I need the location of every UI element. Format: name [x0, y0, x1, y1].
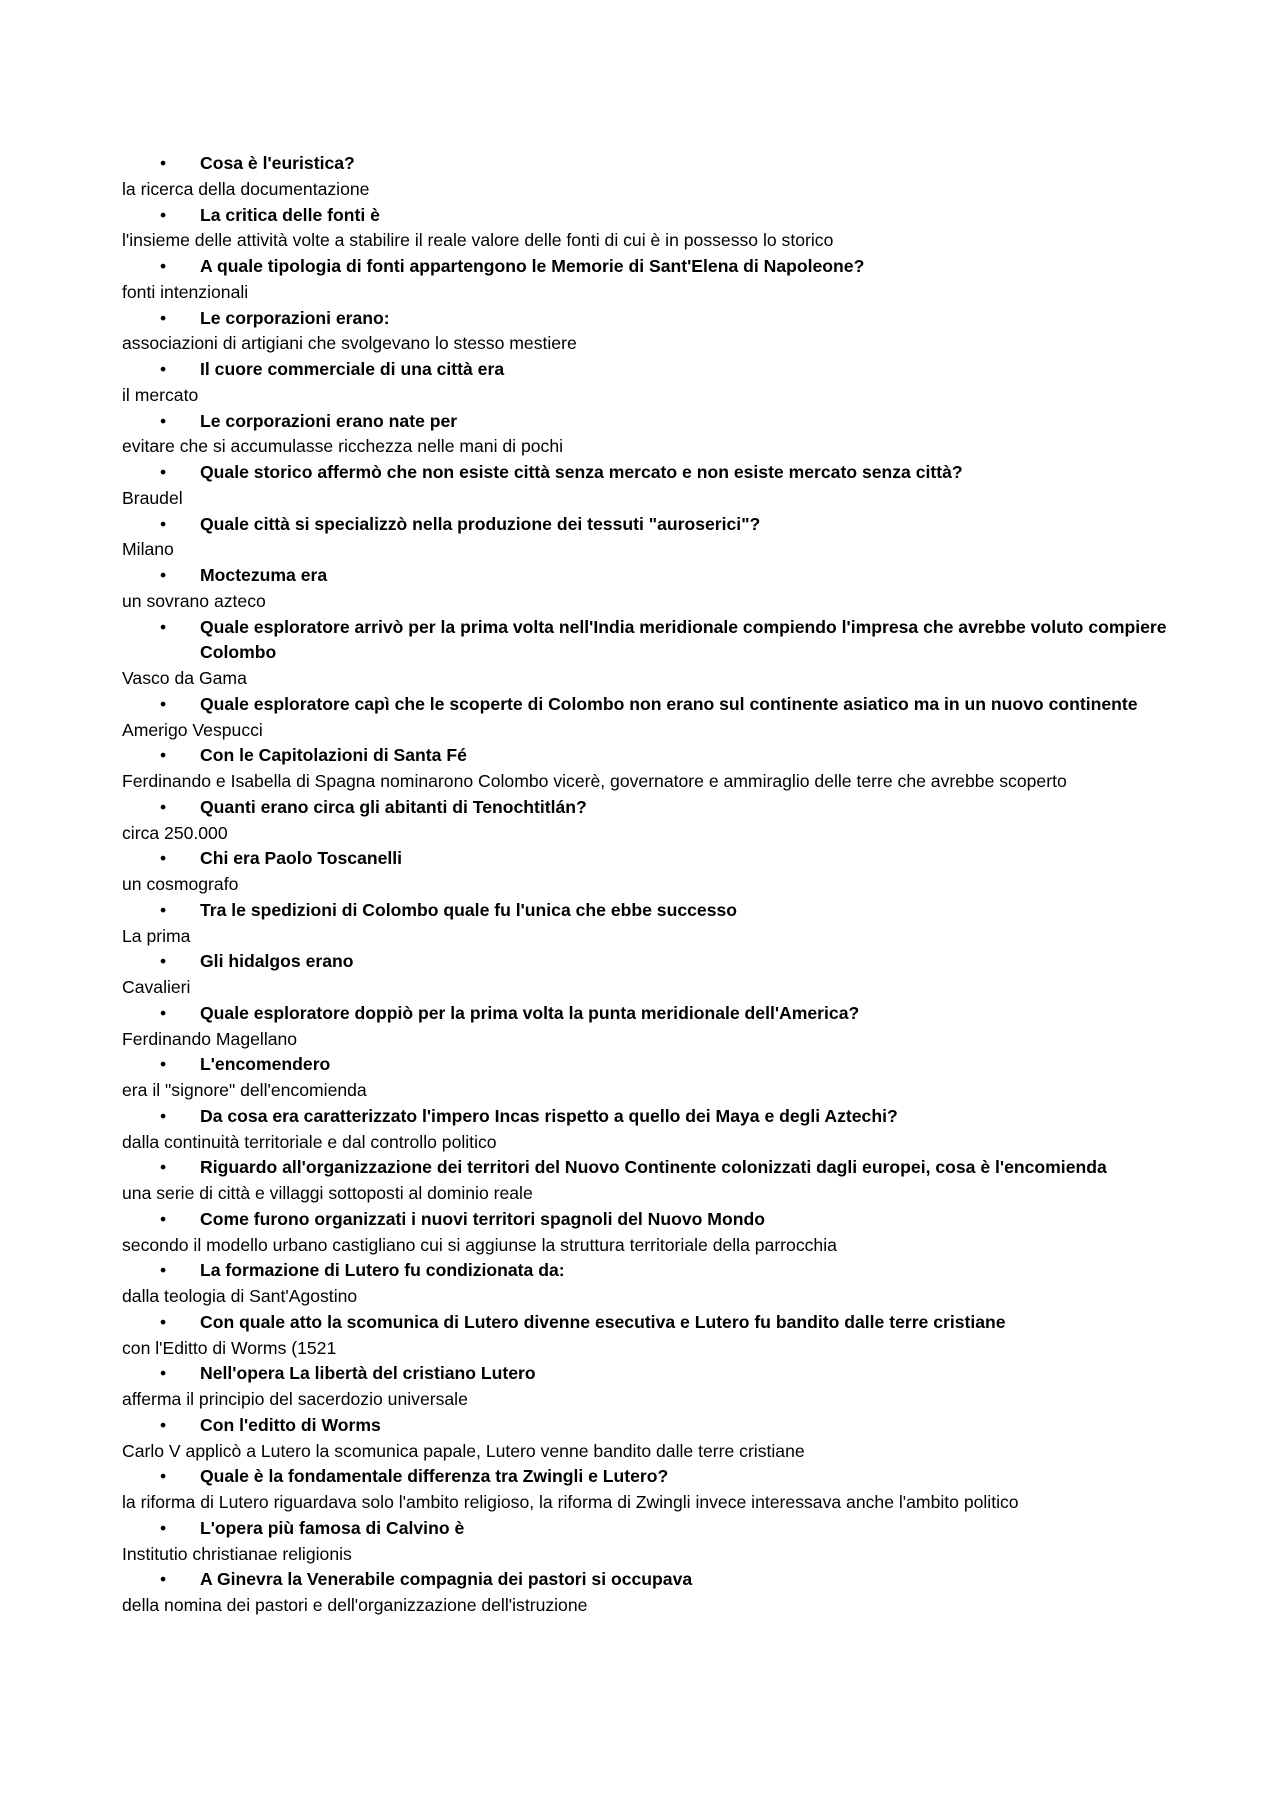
question: • Con quale atto la scomunica di Lutero divenne esecutiva e Lutero fu bandito dalle terre cristiane [122, 1310, 1172, 1336]
bullet-icon: • [160, 1311, 167, 1332]
question: • Tra le spedizioni di Colombo quale fu l'unica che ebbe successo [122, 898, 1172, 924]
answer: una serie di città e villaggi sottoposti al dominio reale [122, 1183, 533, 1203]
bullet-icon: • [160, 1105, 167, 1126]
bullet-icon: • [160, 899, 167, 920]
question: • Quale esploratore capì che le scoperte di Colombo non erano sul continente asiatico ma in un nuovo continente [122, 692, 1172, 718]
question: • Quale città si specializzò nella produzione dei tessuti "auroserici"? [122, 512, 1172, 538]
question: • Gli hidalgos erano [122, 949, 1172, 975]
question: • A quale tipologia di fonti appartengono le Memorie di Sant'Elena di Napoleone? [122, 254, 1172, 280]
question: • A Ginevra la Venerabile compagnia dei pastori si occupava [122, 1567, 1172, 1593]
answer: afferma il principio del sacerdozio universale [122, 1389, 468, 1409]
bullet-icon: • [160, 565, 167, 585]
qa-list [122, 151, 1172, 1619]
answer: la riforma di Lutero riguardava solo l'ambito religioso, la riforma di Zwingli invece interessava anche l'ambito politico [122, 1492, 1019, 1512]
answer: associazioni di artigiani che svolgevano lo stesso mestiere [122, 333, 577, 354]
question: • Con l'editto di Worms [122, 1413, 1172, 1439]
bullet-icon: • [160, 951, 167, 972]
answer: La prima [122, 925, 191, 946]
question: • Quale esploratore arrivò per la prima volta nell'India meridionale compiendo l'impresa che avrebbe voluto compiere Colombo [160, 616, 1167, 663]
question: • Chi era Paolo Toscanelli [122, 846, 1172, 872]
answer: la ricerca della documentazione [122, 178, 370, 199]
answer: Cavalieri [122, 977, 191, 997]
answer: circa 250.000 [122, 822, 228, 843]
bullet-icon: • [160, 1260, 167, 1281]
question: • Le corporazioni erano: [122, 306, 1172, 332]
answer: Amerigo Vespucci [122, 719, 263, 740]
answer: un sovrano azteco [122, 590, 266, 611]
bullet-icon: • [160, 745, 167, 766]
bullet-icon: • [160, 307, 167, 328]
bullet-icon: • [160, 1157, 167, 1178]
answer: Braudel [122, 487, 183, 508]
answer: Institutio christianae religionis [122, 1543, 352, 1564]
question: • Da cosa era caratterizzato l'impero Incas rispetto a quello dei Maya e degli Aztechi? [122, 1104, 1172, 1130]
bullet-icon: • [160, 1363, 167, 1384]
question: • Le corporazioni erano nate per [122, 409, 1172, 435]
answer: Milano [122, 539, 174, 560]
question: • Quale storico affermò che non esiste città senza mercato e non esiste mercato senza città? [122, 460, 1172, 486]
question: • L'encomendero [122, 1052, 1172, 1078]
answer: dalla continuità territoriale e dal controllo politico [122, 1131, 497, 1152]
bullet-icon: • [160, 256, 167, 276]
question: • Il cuore commerciale di una città era [122, 357, 1172, 383]
answer: fonti intenzionali [122, 281, 249, 302]
bullet-icon: • [160, 1002, 167, 1023]
question: • Come furono organizzati i nuovi territori spagnoli del Nuovo Mondo [122, 1207, 1172, 1233]
answer: dalla teologia di Sant'Agostino [122, 1286, 358, 1306]
question: • La critica delle fonti è [122, 203, 1172, 229]
question: • Quanti erano circa gli abitanti di Tenochtitlán? [122, 795, 1172, 821]
question: • Cosa è l'euristica? [122, 151, 1172, 177]
bullet-icon: • [160, 359, 167, 379]
answer: Ferdinando e Isabella di Spagna nominarono Colombo vicerè, governatore e ammiraglio delle terre che avrebbe scoperto [122, 771, 1067, 791]
question: • Quale esploratore doppiò per la prima volta la punta meridionale dell'America? [122, 1001, 1172, 1027]
answer: il mercato [122, 384, 199, 405]
bullet-icon: • [160, 1466, 167, 1487]
answer: Vasco da Gama [122, 668, 247, 688]
answer: l'insieme delle attività volte a stabilire il reale valore delle fonti di cui è in possesso lo storico [122, 230, 834, 251]
question: • L'opera più famosa di Calvino è [122, 1516, 1172, 1542]
bullet-icon: • [160, 1208, 167, 1229]
question: • Con le Capitolazioni di Santa Fé [122, 743, 1172, 769]
answer: Ferdinando Magellano [122, 1028, 298, 1049]
bullet-icon: • [160, 462, 167, 482]
answer: Carlo V applicò a Lutero la scomunica papale, Lutero venne bandito dalle terre cristiane [122, 1440, 805, 1461]
question: • La formazione di Lutero fu condizionata da: [122, 1258, 1172, 1284]
bullet-icon: • [160, 1414, 167, 1435]
bullet-icon: • [160, 848, 167, 869]
answer: della nomina dei pastori e dell'organizzazione dell'istruzione [122, 1595, 588, 1615]
answer: secondo il modello urbano castigliano cui si aggiunse la struttura territoriale della parrocchia [122, 1234, 837, 1255]
bullet-icon: • [160, 153, 167, 173]
question: • Nell'opera La libertà del cristiano Lutero [122, 1361, 1172, 1387]
answer: evitare che si accumulasse ricchezza nelle mani di pochi [122, 436, 564, 457]
question: • Quale è la fondamentale differenza tra Zwingli e Lutero? [122, 1464, 1172, 1490]
bullet-icon: • [160, 1054, 167, 1075]
bullet-icon: • [160, 693, 167, 714]
question: • Moctezuma era [122, 563, 1172, 589]
question: • Riguardo all'organizzazione dei territori del Nuovo Continente colonizzati dagli europei, cosa è l'encomienda [122, 1155, 1172, 1181]
bullet-icon: • [160, 616, 167, 637]
bullet-icon: • [160, 1517, 167, 1538]
bullet-icon: • [160, 410, 167, 431]
bullet-icon: • [160, 204, 167, 225]
answer: era il "signore" dell'encomienda [122, 1080, 367, 1100]
answer: con l'Editto di Worms (1521 [122, 1337, 337, 1358]
bullet-icon: • [160, 513, 167, 534]
answer: un cosmografo [122, 874, 239, 894]
bullet-icon: • [160, 1569, 167, 1590]
bullet-icon: • [160, 796, 167, 817]
